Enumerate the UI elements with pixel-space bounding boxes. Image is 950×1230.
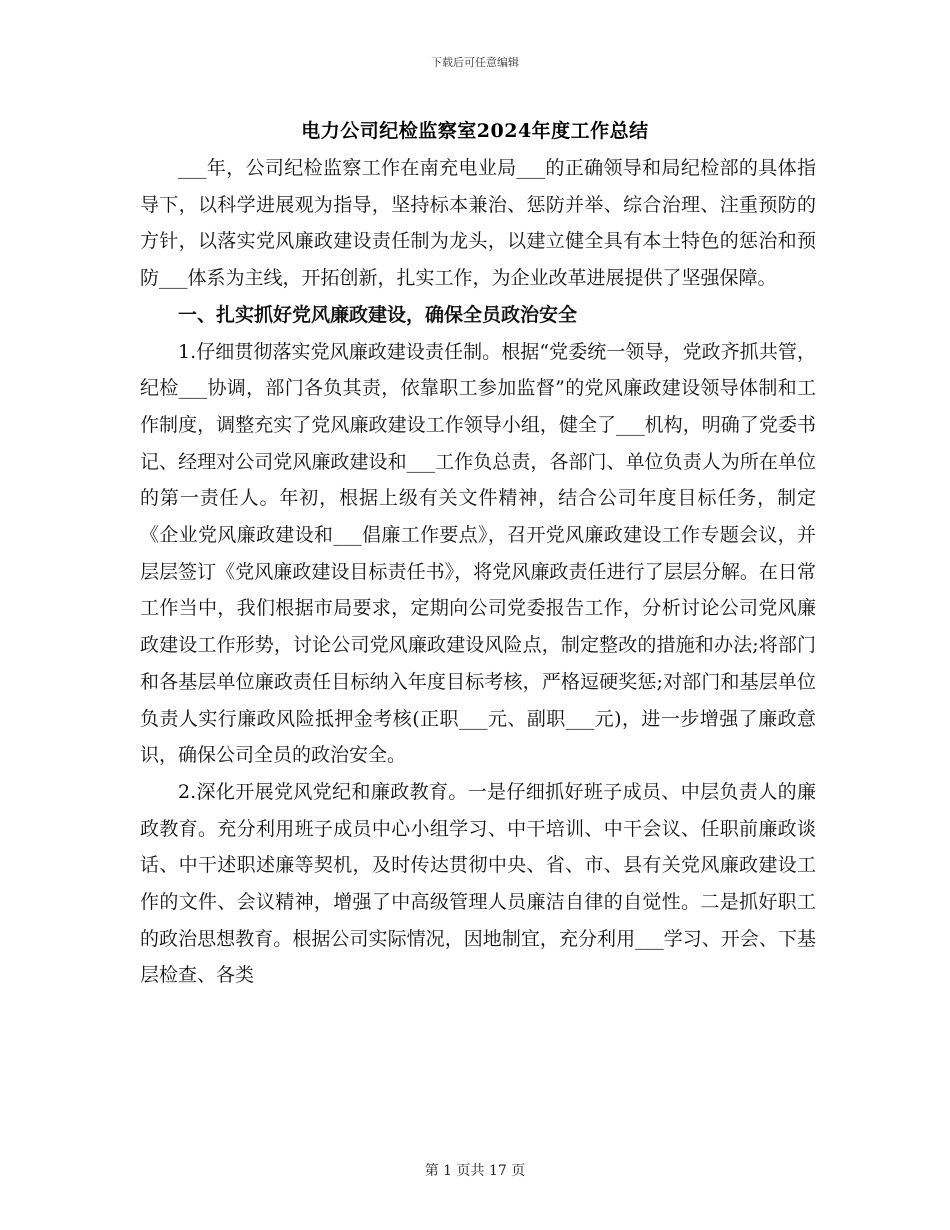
section-heading: 一、扎实抓好党风廉政建设，确保全员政治安全 xyxy=(178,303,578,326)
body-paragraph: 2.深化开展党风党纪和廉政教育。一是仔细抓好班子成员、中层负责人的廉政教育。充分利用班子成员中心小组学习、中干培训、中干会议、任职前廉政谈话、中干述职述廉等契机，及时传达贯彻中央、省、市、县有关党风廉政建设工作的文件、会议精神，增强了中高级管理人员廉洁自律的自觉性。二是抓好职工的政治思想教育。根据公司实际情况，因地制宜，充分利用___学习、开会、下基层检查、各类 xyxy=(140,780,816,987)
intro-paragraph: ___年，公司纪检监察工作在南充电业局___的正确领导和局纪检部的具体指导下，以科学进展观为指导，坚持标本兼治、惩防并举、综合治理、注重预防的方针，以落实党风廉政建设责任制为龙头，以建立健全具有本土特色的惩治和预防___体系为主线，开拓创新，扎实工作，为企业改革进展提供了坚强保障。 xyxy=(140,157,816,290)
body-paragraph: 1.仔细贯彻落实党风廉政建设责任制。根据“党委统一领导，党政齐抓共管，纪检___协调，部门各负其责，依靠职工参加监督”的党风廉政建设领导体制和工作制度，调整充实了党风廉政建设工作领导小组，健全了___机构，明确了党委书记、经理对公司党风廉政建设和___工作负总责，各部门、单位负责人为所在单位的第一责任人。年初，根据上级有关文件精神，结合公司年度目标任务，制定《企业党风廉政建设和___倡廉工作要点》，召开党风廉政建设工作专题会议，并层层签订《党风廉政建设目标责任书》，将党风廉政责任进行了层层分解。在日常工作当中，我们根据市局要求，定期向公司党委报告工作，分析讨论公司党风廉政建设工作形势，讨论公司党风廉政建设风险点，制定整改的措施和办法;将部门和各基层单位廉政责任目标纳入年度目标考核，严格逗硬奖惩;对部门和基层单位负责人实行廉政风险抵押金考核(正职___元、副职___元)，进一步增强了廉政意识，确保公司全员的政治安全。 xyxy=(140,340,816,767)
header-note: 下载后可任意编辑 xyxy=(431,56,519,69)
document-body xyxy=(140,150,816,994)
page-footer: 第 1 页共 17 页 xyxy=(424,1163,526,1179)
document-title: 电力公司纪检监察室2024年度工作总结 xyxy=(301,120,649,142)
